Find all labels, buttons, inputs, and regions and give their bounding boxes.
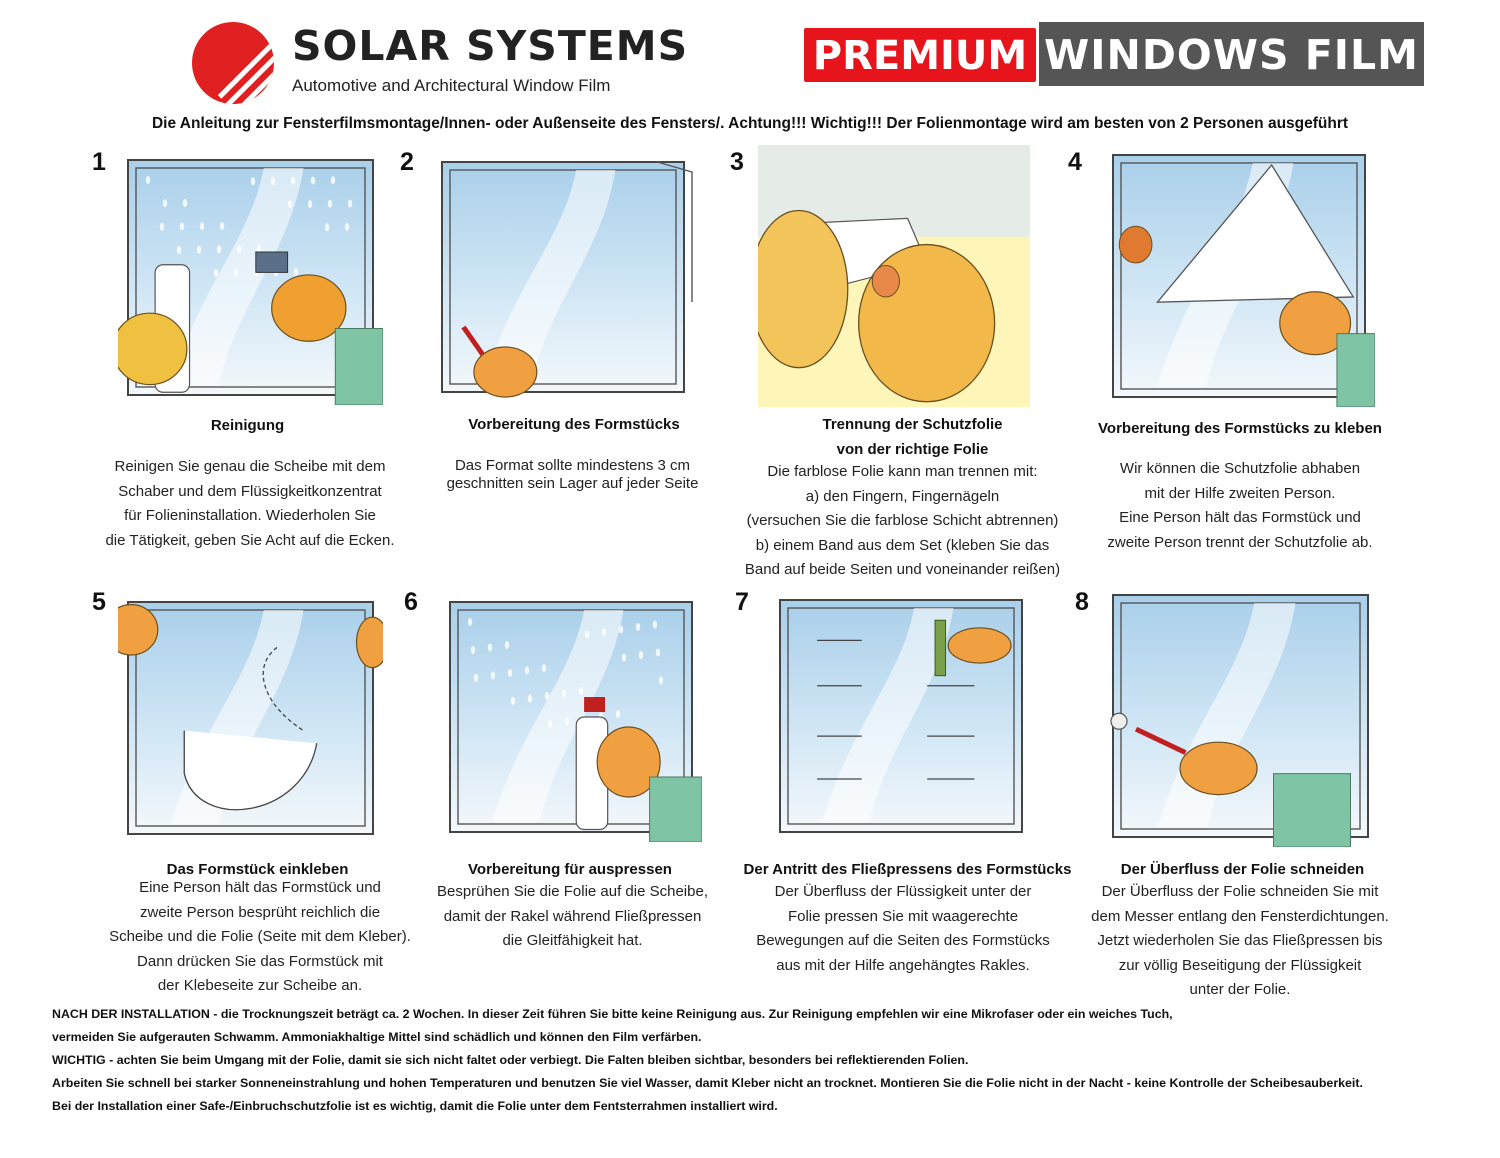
step-description-line: Jetzt wiederholen Sie das Fließpressen bis (1097, 932, 1383, 949)
step-number: 5 (92, 588, 106, 616)
water-drop (308, 200, 312, 208)
step-title-line: Das Formstück einkleben (166, 861, 349, 878)
step-number: 6 (404, 588, 418, 616)
step-title (120, 413, 375, 438)
water-drop (602, 628, 606, 636)
sleeve (335, 329, 383, 406)
water-drop (622, 654, 626, 662)
spray-nozzle (584, 697, 605, 712)
water-drop (471, 646, 475, 654)
water-drop (177, 246, 181, 254)
water-drop (217, 246, 221, 254)
step-illustration (118, 592, 383, 844)
step-description (725, 460, 1080, 583)
footer-line: NACH DER INSTALLATION - die Trocknungszeit beträgt ca. 2 Wochen. In dieser Zeit führen Sie bitte keine Reinigung aus. Zur Reinigung empfehlen wir eine Mikrofaser oder ein weiches Tuch, (52, 1007, 1173, 1021)
step-description-line: aus mit der Hilfe angehängtes Rakles. (776, 956, 1030, 974)
premium-badge: PREMIUM (804, 28, 1036, 82)
water-drop (348, 200, 352, 208)
water-drop (271, 177, 275, 185)
water-drop (325, 223, 329, 231)
water-drop (146, 176, 150, 184)
step-description-line: Der Überfluss der Flüssigkeit unter der (774, 883, 1032, 900)
step-number: 2 (400, 148, 414, 176)
left-glove (118, 313, 187, 384)
water-drop (197, 246, 201, 254)
step-description-line: geschnitten sein Lager auf jeder Seite (446, 475, 699, 492)
step-description-line: für Folieninstallation. Wiederholen Sie (124, 507, 376, 524)
step-title (1100, 857, 1385, 882)
step-title-line: Der Überfluss der Folie schneiden (1120, 861, 1365, 878)
step-description (1070, 880, 1410, 1003)
step-illustration (1103, 145, 1375, 407)
water-drop (220, 222, 224, 230)
water-drop (579, 687, 583, 695)
water-drop (525, 667, 529, 675)
footer-line: vermeiden Sie aufgerauten Schwamm. Ammoniakhaltige Mittel sind schädlich und können den Film verfärben. (52, 1030, 702, 1044)
step-description-line: a) den Fingern, Fingernägeln (805, 487, 1000, 505)
squeegee-hand (948, 628, 1011, 663)
right-glove (272, 275, 346, 341)
step-title-line: von der richtige Folie (836, 441, 989, 458)
step-description-line: Bewegungen auf die Seiten des Formstücks (756, 932, 1050, 949)
step-description (420, 880, 725, 954)
water-drop (562, 690, 566, 698)
step-illustration (770, 590, 1032, 842)
step-illustration (758, 145, 1030, 407)
footer-line: WICHTIG - achten Sie beim Umgang mit der Folie, damit sie sich nicht faltet oder verbiegt. Die Falten bleiben sichtbar, besonders bei reflektierenden Folien. (52, 1053, 969, 1067)
water-drop (528, 695, 532, 703)
water-drop (331, 176, 335, 184)
step-description-line: die Tätigkeit, geben Sie Acht auf die Ecken. (105, 531, 395, 549)
step-description-line: Scheibe und die Folie (Seite mit dem Kleber). (109, 928, 411, 945)
water-drop (328, 200, 332, 208)
step-description (90, 876, 430, 999)
step-number: 1 (92, 148, 106, 176)
step-description-line: Das Format sollte mindestens 3 cm (454, 457, 691, 474)
step-description-line: dem Messer entlang den Fensterdichtungen. (1091, 907, 1389, 925)
step-description (420, 457, 725, 493)
step-description-line: Wir können die Schutzfolie abhaben (1119, 460, 1361, 477)
step-title-line: Vorbereitung des Formstücks (468, 416, 680, 433)
step-description-line: Eine Person hält das Formstück und (1119, 509, 1361, 526)
step-illustration (1103, 585, 1378, 847)
water-drop (508, 669, 512, 677)
step-number: 3 (730, 148, 744, 176)
water-drop (311, 177, 315, 185)
sleeve (1337, 334, 1375, 407)
water-drop (345, 223, 349, 231)
step-description-line: (versuchen Sie die farblose Schicht abtrennen) (746, 512, 1059, 529)
water-drop (294, 268, 298, 276)
water-drop (160, 223, 164, 231)
fingertip (872, 266, 899, 297)
step-number: 4 (1068, 148, 1082, 176)
step-title (440, 412, 708, 437)
water-drop (163, 199, 167, 207)
water-drop (291, 177, 295, 185)
water-drop (653, 621, 657, 629)
intro-heading: Die Anleitung zur Fensterfilmsmontage/Innen- oder Außenseite des Fensters/. Achtung!!! Wichtig!!! Der Folienmontage wird am besten von 2 Personen ausgeführt (151, 115, 1349, 132)
step-title-line: Reinigung (210, 417, 285, 434)
step-title-line: Vorbereitung für auspressen (468, 861, 672, 878)
step-description-line: Besprühen Sie die Folie auf die Scheibe, (436, 883, 708, 900)
water-drop (619, 626, 623, 634)
step-title (730, 857, 1085, 882)
sleeve (650, 777, 702, 842)
footer-notes (52, 1003, 1472, 1118)
step-description-line: zur völlig Beseitigung der Flüssigkeit (1118, 956, 1362, 974)
footer-line: Arbeiten Sie schnell bei starker Sonneneinstrahlung und hohen Temperaturen und benutzen Sie viel Wasser, damit Kleber nicht an trocknet. Montieren Sie die Folie nicht in der Nacht - keine Kontrolle der Scheibesauberkeit. (52, 1076, 1363, 1090)
right-hand (357, 617, 384, 667)
water-drop (200, 222, 204, 230)
water-drop (636, 623, 640, 631)
step-description-line: Dann drücken Sie das Formstück mit (137, 952, 383, 970)
water-drop (237, 245, 241, 253)
step-description-line: unter der Folie. (1189, 981, 1291, 998)
brand-tagline: Automotive and Architectural Window Film (292, 76, 611, 95)
step-description (90, 455, 410, 553)
water-drop (474, 674, 478, 682)
window-handle (1111, 713, 1127, 729)
step-description-line: damit der Rakel während Fließpressen (443, 907, 702, 925)
footer-line: Bei der Installation einer Safe-/Einbruchschutzfolie ist es wichtig, damit die Folie unter dem Fentsterrahmen installiert wird. (52, 1099, 778, 1113)
step-description-line: die Gleitfähigkeit hat. (502, 932, 643, 949)
step-description-line: Die farblose Folie kann man trennen mit: (767, 463, 1038, 480)
water-drop (180, 223, 184, 231)
step-description-line: zweite Person trennt der Schutzfolie ab. (1107, 533, 1373, 551)
step-description-line: Folie pressen Sie mit waagerechte (787, 907, 1019, 925)
water-drop (491, 672, 495, 680)
water-drop (214, 269, 218, 277)
water-drop (511, 697, 515, 705)
water-drop (488, 644, 492, 652)
step-number: 7 (735, 588, 749, 616)
windows-film-badge: WINDOWS FILM (1039, 22, 1424, 86)
step-description-line: zweite Person besprüht reichlich die (139, 903, 381, 921)
step-description-line: Der Überfluss der Folie schneiden Sie mit (1101, 883, 1379, 900)
water-drop (542, 664, 546, 672)
water-drop (288, 200, 292, 208)
step-number: 8 (1075, 588, 1089, 616)
sleeve (1274, 774, 1351, 847)
step-title (760, 412, 1065, 462)
cutting-hand (1180, 742, 1257, 794)
top-hand (1119, 226, 1152, 263)
step-description (1080, 457, 1400, 555)
water-drop (468, 618, 472, 626)
step-description-line: der Klebeseite zur Scheibe an. (157, 977, 363, 994)
water-drop (251, 177, 255, 185)
step-description-line: Reinigen Sie genau die Scheibe mit dem (114, 458, 386, 475)
step-title-line: Vorbereitung des Formstücks zu kleben (1098, 420, 1382, 437)
scraper (256, 252, 288, 272)
left-hand (758, 211, 848, 368)
step-title (1080, 416, 1400, 441)
water-drop (565, 718, 569, 726)
solar-systems-logo (192, 22, 274, 104)
water-drop (656, 649, 660, 657)
step-description-line: Eine Person hält das Formstück und (139, 879, 381, 896)
water-drop (545, 692, 549, 700)
step-title (440, 857, 700, 882)
brand-name: SOLAR SYSTEMS (292, 22, 689, 70)
water-drop (548, 720, 552, 728)
water-drop (616, 710, 620, 718)
water-drop (659, 677, 663, 685)
step-title-line: Der Antritt des Fließpressens des Formstücks (743, 861, 1072, 878)
cutting-hand (474, 347, 537, 397)
squeegee (935, 620, 945, 675)
water-drop (639, 651, 643, 659)
step-description-line: b) einem Band aus dem Set (kleben Sie das (755, 536, 1050, 554)
step-description-line: mit der Hilfe zweiten Person. (1144, 484, 1336, 502)
water-drop (505, 641, 509, 649)
water-drop (585, 631, 589, 639)
step-description (728, 880, 1078, 978)
step-illustration (432, 152, 694, 402)
step-description-line: Schaber und dem Flüssigkeitkonzentrat (118, 482, 382, 500)
water-drop (234, 269, 238, 277)
step-illustration (118, 150, 383, 405)
water-drop (183, 199, 187, 207)
step-title-line: Trennung der Schutzfolie (822, 416, 1003, 433)
step-illustration (440, 592, 702, 842)
step-description-line: Band auf beide Seiten und voneinander reißen) (744, 561, 1061, 578)
